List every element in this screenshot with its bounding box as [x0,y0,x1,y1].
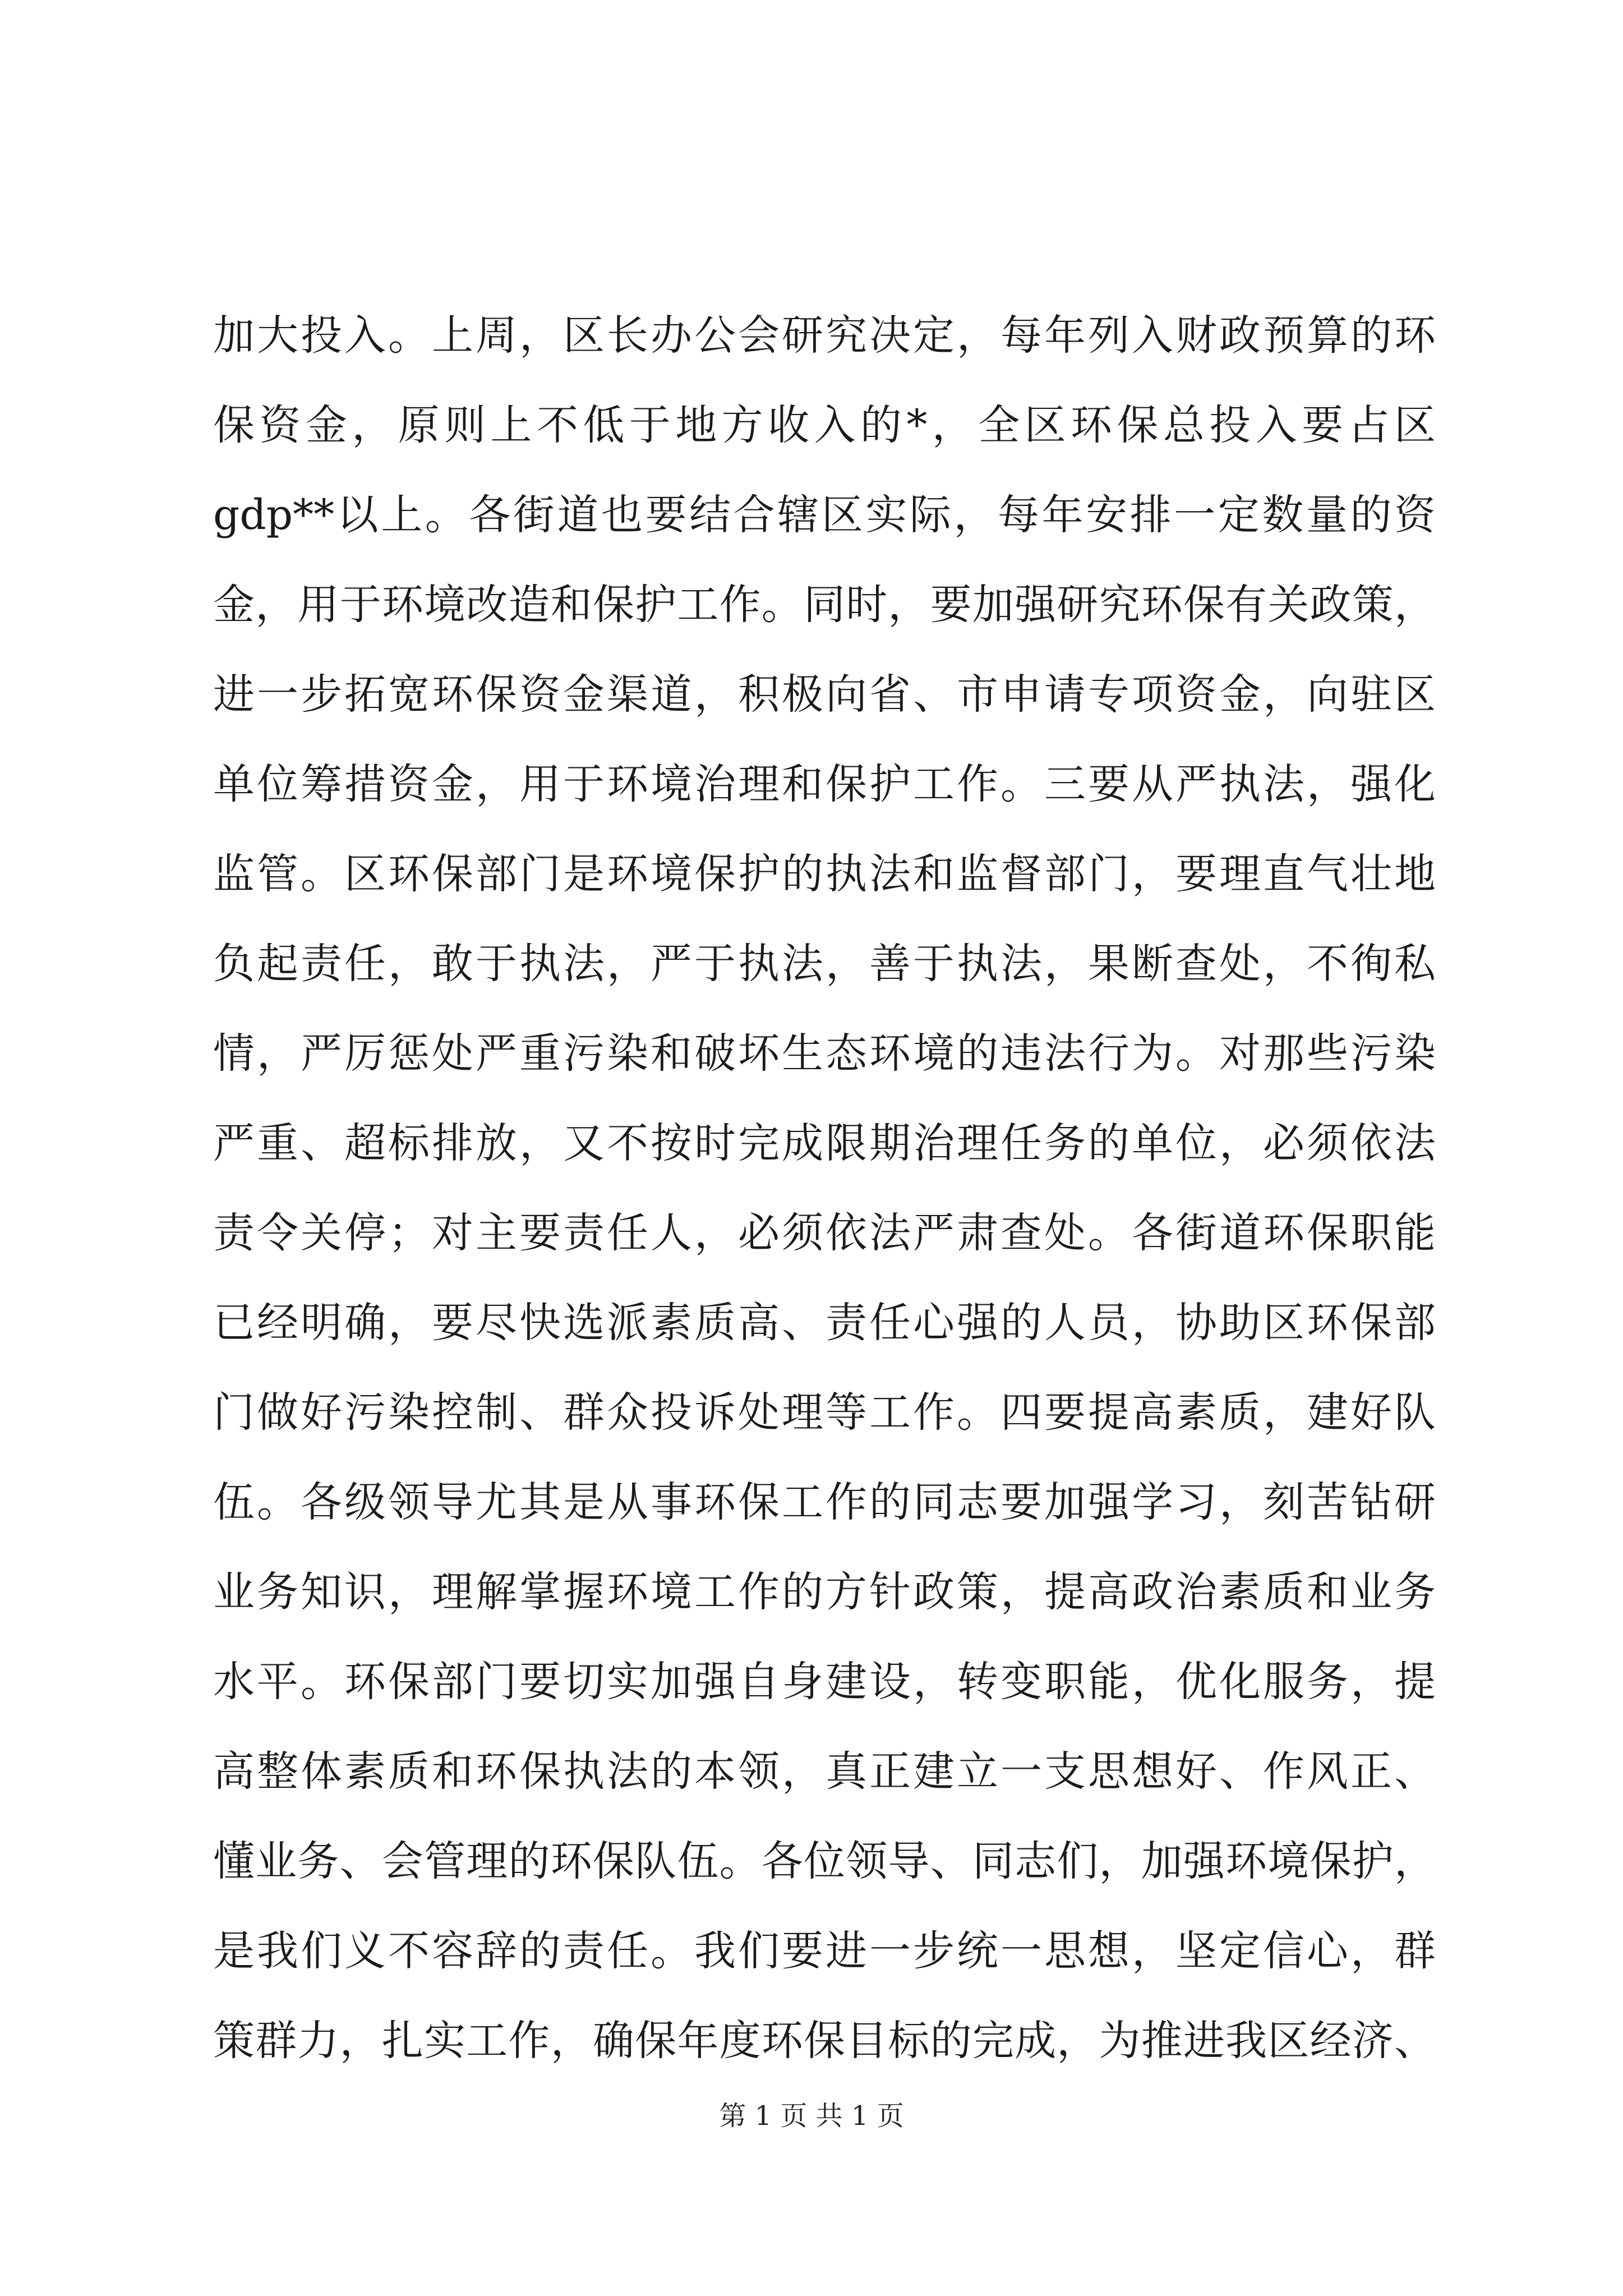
page-footer [0,2099,1623,2133]
text-line: 监管。区环保部门是环境保护的执法和监督部门，要理直气壮地 [213,850,1436,898]
text-line: 进一步拓宽环保资金渠道，积极向省、市申请专项资金，向驻区 [213,670,1436,719]
text-line: 水平。环保部门要切实加强自身建设，转变职能，优化服务，提 [213,1658,1436,1706]
text-line: 是我们义不容辞的责任。我们要进一步统一思想，坚定信心，群 [213,1927,1436,1975]
text-line: 门做好污染控制、群众投诉处理等工作。四要提高素质，建好队 [213,1388,1436,1437]
text-line: 责令关停；对主要责任人，必须依法严肃查处。各街道环保职能 [213,1209,1436,1257]
text-line: 高整体素质和环保执法的本领，真正建立一支思想好、作风正、 [213,1747,1436,1796]
text-line: 单位筹措资金，用于环境治理和保护工作。三要从严执法，强化 [213,760,1436,808]
text-line: 情，严厉惩处严重污染和破坏生态环境的违法行为。对那些污染 [213,1029,1436,1078]
text-line: 金，用于环境改造和保护工作。同时，要加强研究环保有关政策， [213,581,1436,629]
text-line: 业务知识，理解掌握环境工作的方针政策，提高政治素质和业务 [213,1568,1436,1616]
text-line: 加大投入。上周，区长办公会研究决定，每年列入财政预算的环 [213,311,1436,360]
text-line: 伍。各级领导尤其是从事环保工作的同志要加强学习，刻苦钻研 [213,1478,1436,1526]
text-line: 已经明确，要尽快选派素质高、责任心强的人员，协助区环保部 [213,1299,1436,1347]
body-text [213,291,1436,2086]
page-number-label: 第 1 页 共 1 页 [719,2100,904,2132]
text-line: 严重、超标排放，又不按时完成限期治理任务的单位，必须依法 [213,1119,1436,1167]
text-line: 懂业务、会管理的环保队伍。各位领导、同志们，加强环境保护， [213,1837,1436,1885]
text-line: 负起责任，敢于执法，严于执法，善于执法，果断查处，不徇私 [213,940,1436,988]
text-line: 策群力，扎实工作，确保年度环保目标的完成，为推进我区经济、 [213,2017,1436,2065]
text-line: gdp**以上。各街道也要结合辖区实际，每年安排一定数量的资 [213,491,1436,539]
text-line: 保资金，原则上不低于地方收入的*，全区环保总投入要占区 [213,401,1436,449]
